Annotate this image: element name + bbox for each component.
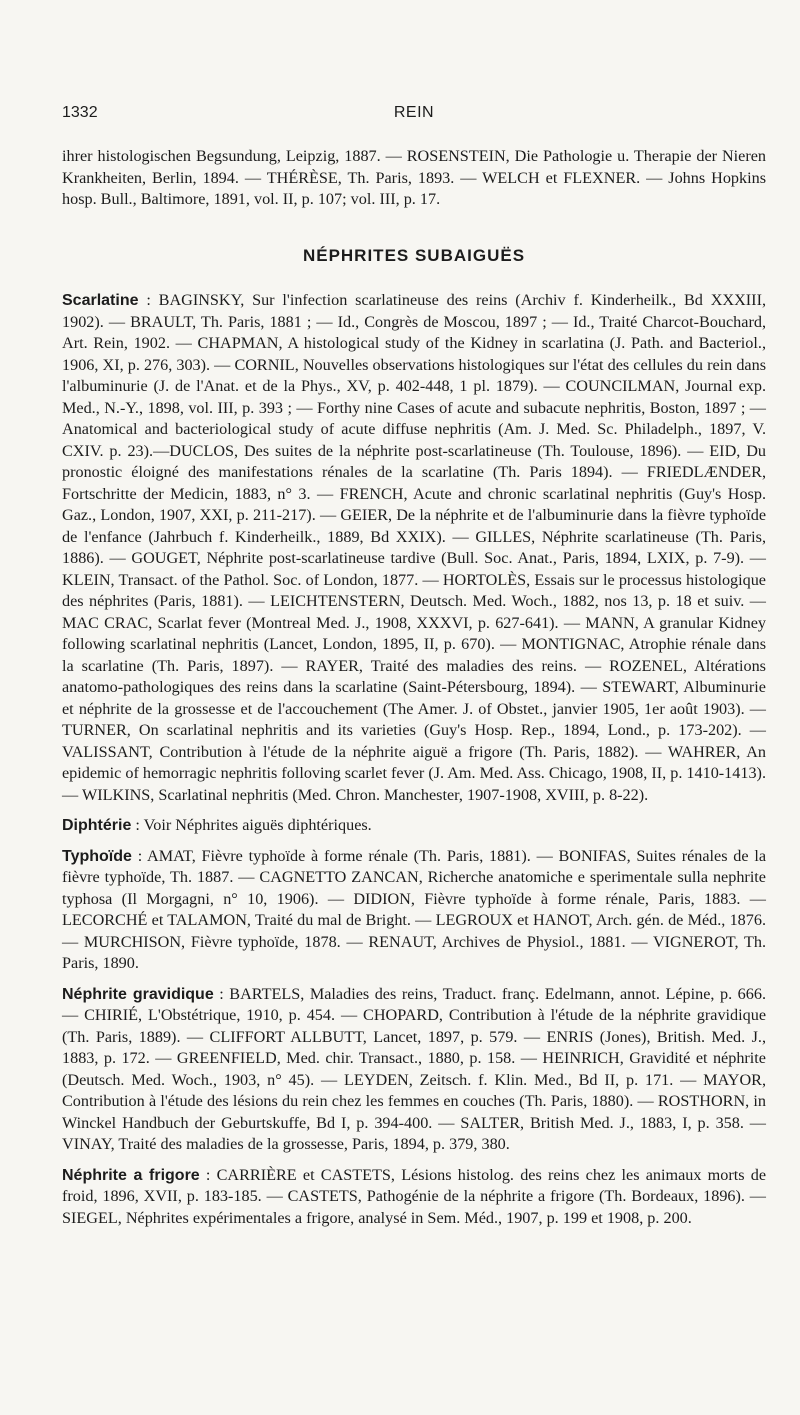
entry-references: : AMAT, Fièvre typhoïde à forme rénale (Th. Paris, 1881). — BONIFAS, Suites rénales de la fièvre typhoïde, Th. 1887. — CAGNETTO ZANCAN, Richerche anatomiche e sperimentale sulla nephrite typhosa (Il Morgagni, n° 10, 1906). — DIDION, Fièvre typhoïde à forme rénale, Paris, 1883. — LECORCHÉ et TALAMON, Traité du mal de Bright. — LEGROUX et HANOT, Arch. gén. de Méd., 1876. — MURCHISON, Fièvre typhoïde, 1878. — RENAUT, Archives de Physiol., 1881. — VIGNEROT, Th. Paris, 1890. bbox=[62, 846, 767, 972]
page-header bbox=[62, 104, 766, 128]
entry-diphterie bbox=[62, 815, 766, 837]
entry-label: Typhoïde bbox=[62, 847, 132, 865]
page-number: 1332 bbox=[62, 104, 98, 121]
entry-label: Scarlatine bbox=[62, 292, 139, 309]
entry-label: Néphrite a frigore bbox=[62, 1166, 200, 1184]
entry-nephrite-gravidique bbox=[62, 984, 766, 1156]
continuation-paragraph: ihrer histologischen Begsundung, Leipzig, 1887. — ROSENSTEIN, Die Pathologie u. Therapie der Nieren Krankheiten, Berlin, 1894. — THÉRÈSE, Th. Paris, 1893. — WELCH et FLEXNER. — Johns Hopkins hosp. Bull., Baltimore, 1891, vol. II, p. 107; vol. III, p. 17. bbox=[62, 147, 766, 208]
entry-label: Diphtérie bbox=[62, 817, 132, 834]
entry-nephrite-a-frigore bbox=[62, 1165, 766, 1230]
section-title: NÉPHRITES SUBAIGUËS bbox=[302, 245, 526, 265]
entry-label: Néphrite gravidique bbox=[62, 985, 214, 1003]
entry-scarlatine bbox=[62, 290, 766, 806]
entry-typhoide bbox=[62, 846, 766, 975]
entry-references: : BAGINSKY, Sur l'infection scarlatineuse des reins (Archiv f. Kinderheilk., Bd XXXIII, 1902). — BRAULT, Th. Paris, 1881 ; — Id., Congrès de Moscou, 1897 ; — Id., Traité Charcot-Bouchard, Art. Rein, 1902. — CHAPMAN, A histological study of the Kidney in scarlatina (J. Path. and Bacteriol., 1906, XI, p. 276, 303). — CORNIL, Nouvelles observations histologiques sur l'état des cellules du rein dans l'albuminurie (J. de l'Anat. et de la Phys., XV, p. 402-448, 1 pl. 1879). — COUNCILMAN, Journal exp. Med., N.-Y., 1898, vol. III, p. 393 ; — Forthy nine Cases of acute and subacute nephritis, Boston, 1897 ; — Anatomical and bacteriological study of acute diffuse nephritis (Am. J. Med. Sc. Philadelph., 1897, V. CXIV. p. 23).—DUCLOS, Des suites de la néphrite post-scarlatineuse (Th. Toulouse, 1896). — EID, Du pronostic éloigné des manifestations rénales de la scarlatine (Th. Paris 1894). — FRIEDLÆNDER, Fortschritte der Medicin, 1883, n° 3. — FRENCH, Acute and chronic scarlatinal nephritis (Guy's Hosp. Gaz., London, 1907, XXI, p. 211-217). — GEIER, De la néphrite et de l'albuminurie dans la fièvre typhoïde de l'enfance (Jahrbuch f. Kinderheilk., 1889, Bd XXIX). — GILLES, Néphrite scarlatineuse (Th. Paris, 1886). — GOUGET, Néphrite post-scarlatineuse tardive (Bull. Soc. Anat., Paris, 1894, LXIX, p. 7-9). — KLEIN, Transact. of the Pathol. Soc. of London, 1877. — HORTOLÈS, Essais sur le processus histologique des néphrites (Paris, 1881). — LEICHTENSTERN, Deutsch. Med. Woch., 1882, nos 13, p. 18 et suiv. — MAC CRAC, Scarlat fever (Montreal Med. J., 1908, XXXVI, p. 627-641). — MANN, A granular Kidney following scarlatinal nephritis (Lancet, London, 1895, II, p. 670). — MONTIGNAC, Atrophie rénale dans la scarlatine (Th. Paris, 1897). — RAYER, Traité des maladies des reins. — ROZENEL, Altérations anatomo-pathologiques des reins dans la scarlatine (Saint-Pétersbourg, 1894). — STEWART, Albuminurie et néphrite de la grossesse et de l'accouchement (The Amer. J. of Obstet., janvier 1905, 1er août 1903). — TURNER, On scarlatinal nephritis and its varieties (Guy's Hosp. Rep., 1894, Lond., p. 173-202). — VALISSANT, Contribution à l'étude de la néphrite aiguë a frigore (Th. Paris, 1882). — WAHRER, An epidemic of hemorragic nephritis folloving scarlet fever (J. Am. Med. Ass. Chicago, 1908, II, p. 1410-1413). — WILKINS, Scarlatinal nephritis (Med. Chron. Manchester, 1907-1908, XVIII, p. 8-22). bbox=[62, 291, 767, 804]
body-text bbox=[62, 146, 766, 1229]
entry-references: : CARRIÈRE et CASTETS, Lésions histolog. des reins chez les animaux morts de froid, 1896, XVII, p. 183-185. — CASTETS, Pathogénie de la néphrite a frigore (Th. Bordeaux, 1896). — SIEGEL, Néphrites expérimentales a frigore, analysé in Sem. Méd., 1907, p. 199 et 1908, p. 200. bbox=[62, 1165, 767, 1227]
running-head: REIN bbox=[393, 104, 435, 121]
entry-references: : BARTELS, Maladies des reins, Traduct. franç. Edelmann, annot. Lépine, p. 666. — CHIRIÉ, L'Obstétrique, 1910, p. 454. — CHOPARD, Contribution à l'étude de la néphrite gravidique (Th. Paris, 1889). — CLIFFORT ALLBUTT, Lancet, 1897, p. 579. — ENRIS (Jones), British. Med. J., 1883, p. 172. — GREENFIELD, Med. chir. Transact., 1880, p. 158. — HEINRICH, Gravidité et néphrite (Deutsch. Med. Woch., 1903, n° 45). — LEYDEN, Zeitsch. f. Klin. Med., Bd II, p. 171. — MAYOR, Contribution à l'étude des lésions du rein chez les femmes en couches (Th. Paris, 1880). — ROSTHORN, in Winckel Handbuch der Geburtskuffe, Bd I, p. 394-400. — SALTER, British Med. J., 1883, I, p. 358. — VINAY, Traité des maladies de la grossesse, Paris, 1894, p. 379, 380. bbox=[62, 984, 766, 1153]
entry-references: : Voir Néphrites aiguës diphtériques. bbox=[135, 816, 372, 834]
